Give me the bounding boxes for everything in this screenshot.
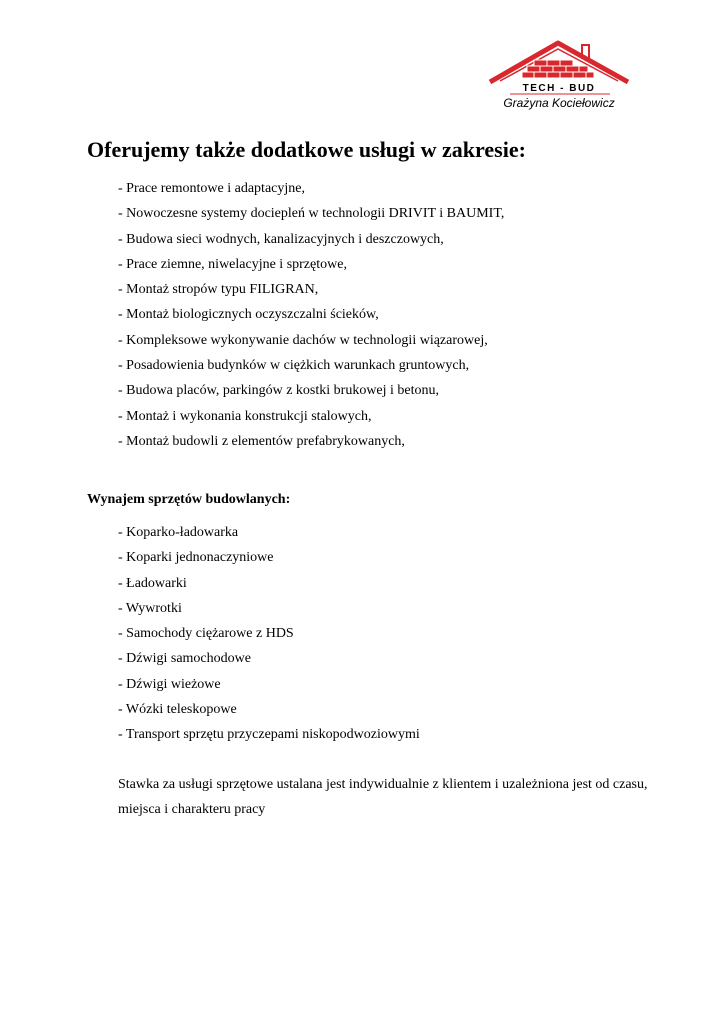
equipment-item: - Wywrotki	[118, 600, 182, 616]
service-item: - Montaż budowli z elementów prefabrykowanych,	[118, 433, 405, 449]
equipment-item: - Wózki teleskopowe	[118, 702, 237, 718]
services-list	[118, 176, 504, 454]
service-item: - Budowa placów, parkingów z kostki brukowej i betonu,	[118, 383, 440, 399]
equipment-item: - Dźwigi samochodowe	[118, 651, 251, 667]
page-title: Oferujemy także dodatkowe usługi w zakresie:	[87, 137, 526, 162]
logo-brand: TECH - BUD	[522, 83, 596, 94]
service-item: - Prace ziemne, niwelacyjne i sprzętowe,	[118, 256, 347, 272]
service-item: - Kompleksowe wykonywanie dachów w technologii wiązarowej,	[118, 332, 488, 348]
service-item: - Budowa sieci wodnych, kanalizacyjnych i deszczowych,	[118, 231, 444, 247]
logo-owner: Grażyna Kociełowicz	[503, 96, 615, 110]
equipment-item: - Ładowarki	[118, 575, 187, 591]
service-item: - Posadowienia budynków w ciężkich warunkach gruntowych,	[118, 358, 470, 374]
equipment-item: - Koparki jednonaczyniowe	[118, 550, 274, 566]
equipment-item: - Dźwigi wieżowe	[118, 676, 221, 692]
rental-heading: Wynajem sprzętów budowlanych:	[87, 492, 291, 507]
pricing-note: Stawka za usługi sprzętowe ustalana jest indywidualnie z klientem i uzależniona jest od czasu, miejsca i charakteru pracy	[118, 777, 648, 817]
equipment-item: - Transport sprzętu przyczepami niskopodwoziowymi	[118, 727, 420, 743]
equipment-item: - Koparko-ładowarka	[118, 525, 239, 540]
equipment-item: - Samochody ciężarowe z HDS	[118, 626, 294, 642]
service-item: - Montaż biologicznych oczyszczalni ścieków,	[118, 307, 379, 323]
service-item: - Nowoczesne systemy dociepleń w technologii DRIVIT i BAUMIT,	[118, 206, 505, 222]
company-logo	[480, 38, 640, 118]
service-item: - Montaż i wykonania konstrukcji stalowych,	[118, 408, 372, 424]
equipment-list	[118, 520, 420, 748]
house-roof-logo-icon	[480, 38, 640, 118]
service-item: - Montaż stropów typu FILIGRAN,	[118, 282, 319, 298]
service-item: - Prace remontowe i adaptacyjne,	[118, 181, 305, 196]
